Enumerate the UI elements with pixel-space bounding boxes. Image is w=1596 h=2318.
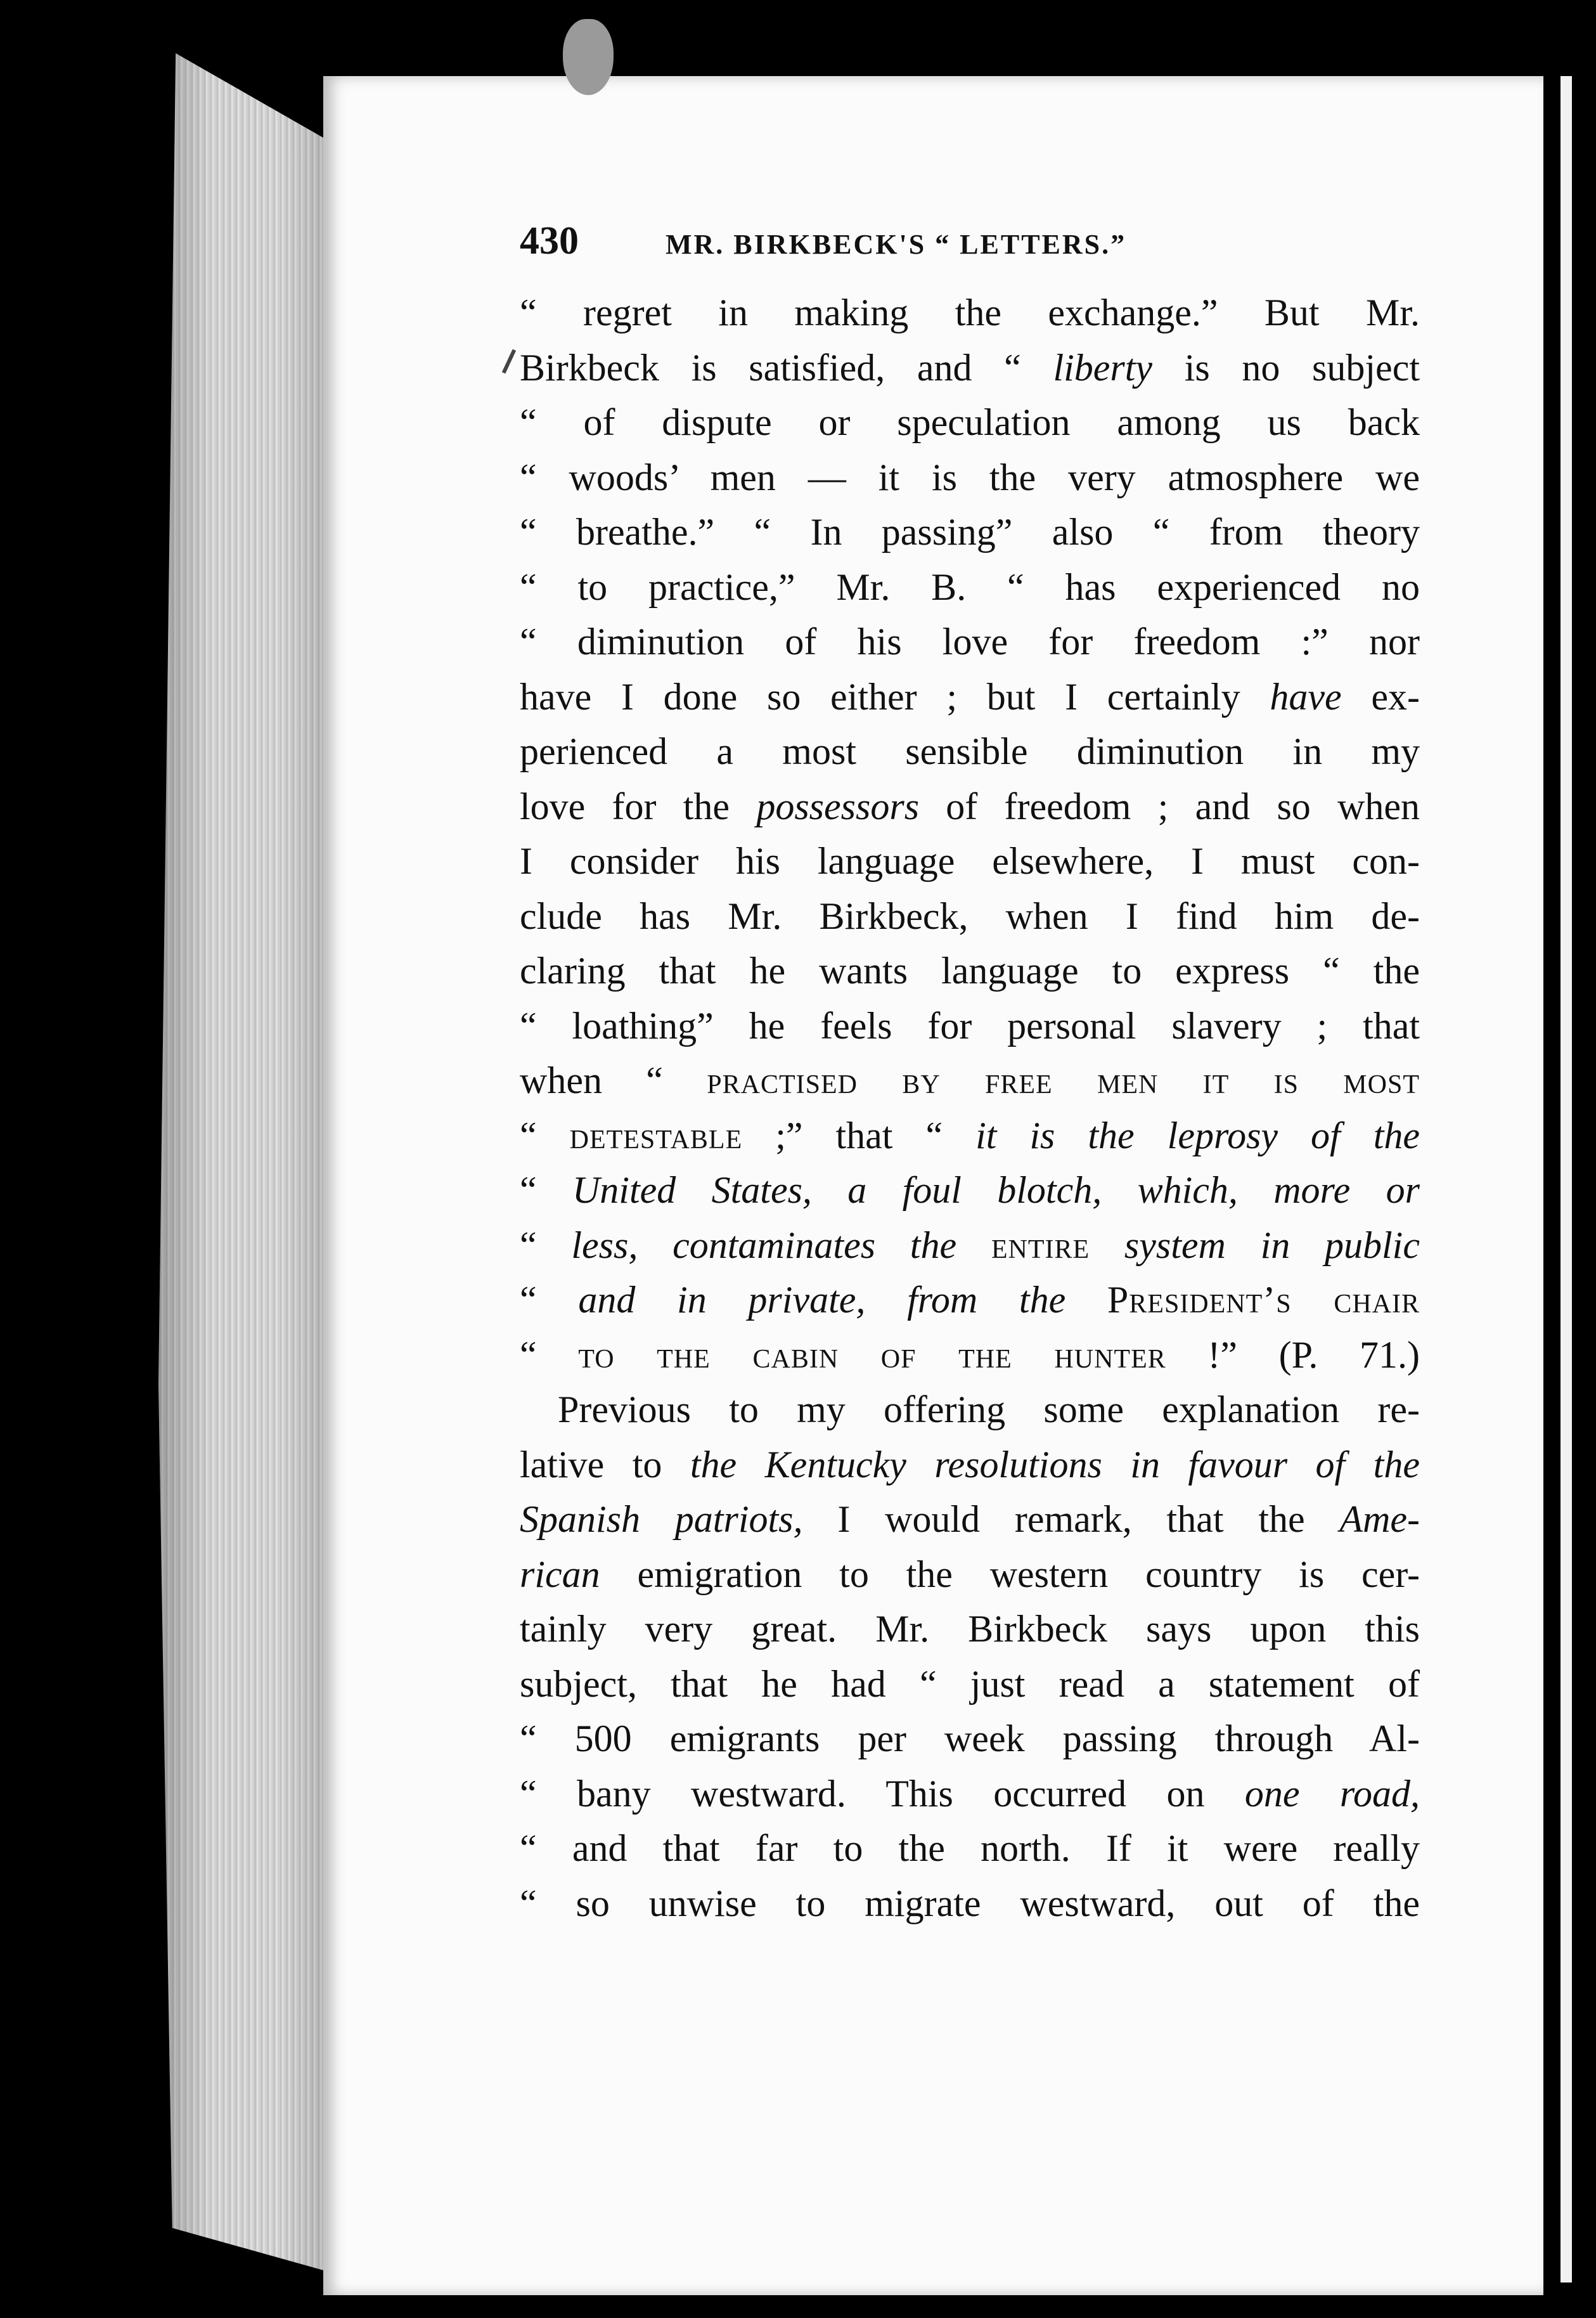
text-line [520, 779, 1420, 834]
italic-text: possessors [756, 785, 920, 827]
italic-text: have [1270, 675, 1342, 718]
binding-hole-mark [563, 19, 614, 95]
book-page-edges [158, 53, 331, 2272]
text-line [520, 1108, 1420, 1163]
italic-text: less, contaminates the [571, 1224, 991, 1266]
italic-text: rican [520, 1553, 600, 1595]
text-segment: clude has Mr. Birkbeck, when I find him de- [520, 895, 1420, 937]
text-segment: “ of dispute or speculation among us back [520, 401, 1420, 443]
small-caps-text: entire [991, 1224, 1090, 1266]
text-line [520, 450, 1420, 505]
text-segment: “ [520, 1279, 579, 1321]
text-line [520, 943, 1420, 999]
text-line [520, 1602, 1420, 1657]
text-segment: ex- [1341, 675, 1420, 718]
text-line [520, 1821, 1420, 1876]
text-segment: “ loathing” he feels for personal slavery ; that [520, 1004, 1420, 1047]
small-caps-text: to the cabin of the hunter [578, 1333, 1166, 1376]
text-line [520, 285, 1420, 340]
text-segment: Previous to my offering some explanation re- [558, 1389, 1420, 1430]
text-line [520, 1437, 1420, 1492]
text-line [520, 505, 1420, 560]
small-caps-text: detestable [569, 1114, 743, 1156]
text-segment: claring that he wants language to express “ the [520, 950, 1420, 992]
text-line [520, 1382, 1420, 1437]
text-line [520, 1876, 1420, 1931]
text-segment: “ [520, 1333, 579, 1376]
text-block [520, 209, 1420, 1931]
italic-text: Ame- [1339, 1498, 1420, 1540]
text-segment: “ 500 emigrants per week passing through Al- [520, 1718, 1420, 1759]
text-line [520, 1328, 1420, 1383]
text-line [520, 395, 1420, 450]
text-segment: have I done so either ; but I certainly [520, 675, 1270, 718]
facing-page-edge [1561, 76, 1572, 2282]
text-line [520, 1766, 1420, 1822]
text-segment: “ [520, 1114, 570, 1156]
italic-text: system in public [1090, 1224, 1420, 1266]
text-line [520, 889, 1420, 944]
italic-text: Spanish patriots, [520, 1498, 803, 1540]
text-segment: “ [520, 1224, 572, 1266]
running-head: MR. BIRKBECK'S “ LETTERS.” [666, 229, 1127, 260]
text-line [520, 1492, 1420, 1547]
text-segment: “ bany westward. This occurred on [520, 1772, 1245, 1815]
text-line [520, 340, 1420, 396]
small-caps-text: President’s chair [1107, 1279, 1420, 1321]
text-line [520, 834, 1420, 889]
text-line [520, 1711, 1420, 1766]
text-segment: !” (P. 71.) [1166, 1333, 1420, 1376]
text-segment: I would remark, that the [802, 1498, 1340, 1540]
text-segment: “ woods’ men — it is the very atmosphere we [520, 456, 1420, 498]
text-line [520, 1272, 1420, 1328]
text-segment: tainly very great. Mr. Birkbeck says upon this [520, 1608, 1420, 1650]
text-segment: “ to practice,” Mr. B. “ has experienced no [520, 566, 1420, 608]
text-segment: love for the [520, 785, 757, 827]
text-segment: “ regret in making the exchange.” But Mr. [520, 292, 1420, 333]
text-segment: when “ [520, 1059, 707, 1101]
text-segment: is no subject [1152, 346, 1420, 389]
italic-text: liberty [1053, 346, 1153, 389]
text-segment: “ and that far to the north. If it were really [520, 1827, 1420, 1869]
italic-text: one road, [1244, 1772, 1420, 1815]
text-segment: of freedom ; and so when [919, 785, 1420, 827]
page-number: 430 [520, 219, 579, 262]
text-segment: “ diminution of his love for freedom :” nor [520, 621, 1420, 663]
text-segment: “ so unwise to migrate westward, out of the [520, 1882, 1420, 1924]
text-segment: “ breathe.” “ In passing” also “ from theory [520, 511, 1420, 553]
text-line [520, 1547, 1420, 1602]
italic-text: the Kentucky resolutions in favour of the [690, 1443, 1420, 1486]
text-line [520, 1053, 1420, 1108]
text-segment: emigration to the western country is cer- [600, 1553, 1420, 1595]
text-segment: I consider his language elsewhere, I must con- [520, 840, 1420, 882]
text-line [520, 614, 1420, 670]
text-segment: lative to [520, 1443, 690, 1486]
text-segment: “ [520, 1169, 572, 1211]
text-line [520, 1163, 1420, 1218]
text-line [520, 999, 1420, 1054]
text-line [520, 1657, 1420, 1712]
text-segment: ;” that “ [742, 1114, 976, 1156]
text-line [520, 670, 1420, 725]
italic-text: and in private, from the [578, 1279, 1107, 1321]
text-line [520, 560, 1420, 615]
italic-text: United States, a foul blotch, which, more or [572, 1169, 1420, 1211]
page-header [520, 209, 1420, 285]
text-segment: subject, that he had “ just read a statement of [520, 1662, 1420, 1705]
text-line [520, 1218, 1420, 1273]
body-text [520, 285, 1420, 1931]
small-caps-text: practised by free men it is most [707, 1059, 1420, 1101]
text-line [520, 724, 1420, 779]
italic-text: it is the leprosy of the [975, 1114, 1420, 1156]
text-segment: Birkbeck is satisfied, and “ [520, 346, 1053, 389]
text-segment: perienced a most sensible diminution in my [520, 730, 1420, 772]
